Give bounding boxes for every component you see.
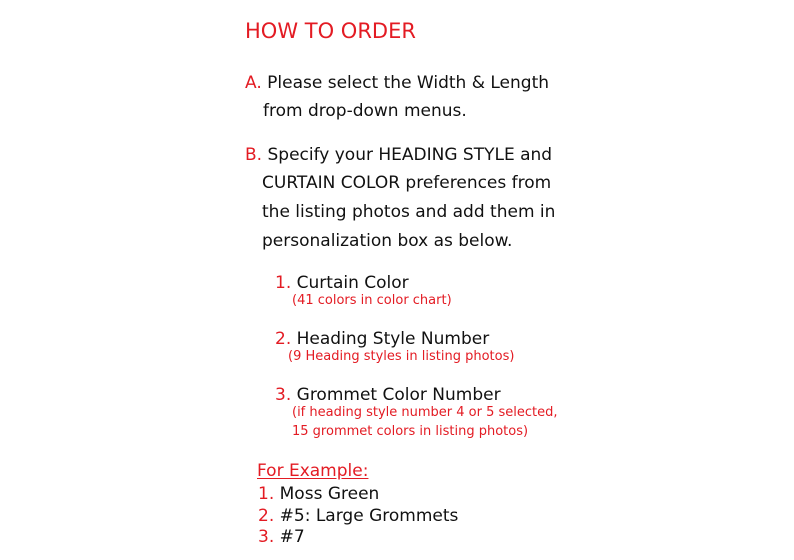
step-a-marker: A. — [245, 73, 262, 93]
field-1 — [275, 272, 409, 294]
example-item-1-value: Moss Green — [279, 484, 380, 504]
example-item-1 — [258, 483, 379, 505]
field-3-note-1: (if heading style number 4 or 5 selected, — [292, 405, 558, 420]
example-item-2 — [258, 505, 458, 527]
step-b-text-3: the listing photos and add them in — [262, 202, 556, 222]
field-2-number: 2. — [275, 329, 292, 349]
field-1-label: Curtain Color — [296, 273, 409, 293]
example-heading — [245, 460, 368, 482]
example-item-2-value: #5: Large Grommets — [279, 506, 459, 526]
field-3-number: 3. — [275, 385, 292, 405]
example-item-1-number: 1. — [258, 484, 275, 504]
example-item-2-number: 2. — [258, 506, 275, 526]
step-a-text-2: from drop-down menus. — [263, 101, 467, 121]
step-a-line-1 — [245, 72, 549, 94]
field-3 — [275, 384, 501, 406]
example-heading-text: For Example: — [257, 461, 369, 481]
step-b-line-1 — [245, 144, 552, 166]
page-title: HOW TO ORDER — [245, 19, 416, 43]
step-b-marker: B. — [245, 145, 263, 165]
step-b-text-4: personalization box as below. — [262, 231, 513, 251]
field-2-note: (9 Heading styles in listing photos) — [288, 349, 515, 364]
field-3-label: Grommet Color Number — [296, 385, 501, 405]
field-1-note: (41 colors in color chart) — [292, 293, 452, 308]
field-1-number: 1. — [275, 273, 292, 293]
example-item-3-number: 3. — [258, 527, 275, 547]
example-item-3-value: #7 — [279, 527, 305, 547]
field-2 — [275, 328, 489, 350]
example-item-3 — [258, 526, 305, 548]
step-b-text-2: CURTAIN COLOR preferences from — [262, 173, 552, 193]
step-a-text-1: Please select the Width & Length — [267, 73, 550, 93]
field-3-note-2: 15 grommet colors in listing photos) — [292, 424, 529, 439]
field-2-label: Heading Style Number — [296, 329, 490, 349]
step-b-text-1: Specify your HEADING STYLE and — [267, 145, 553, 165]
